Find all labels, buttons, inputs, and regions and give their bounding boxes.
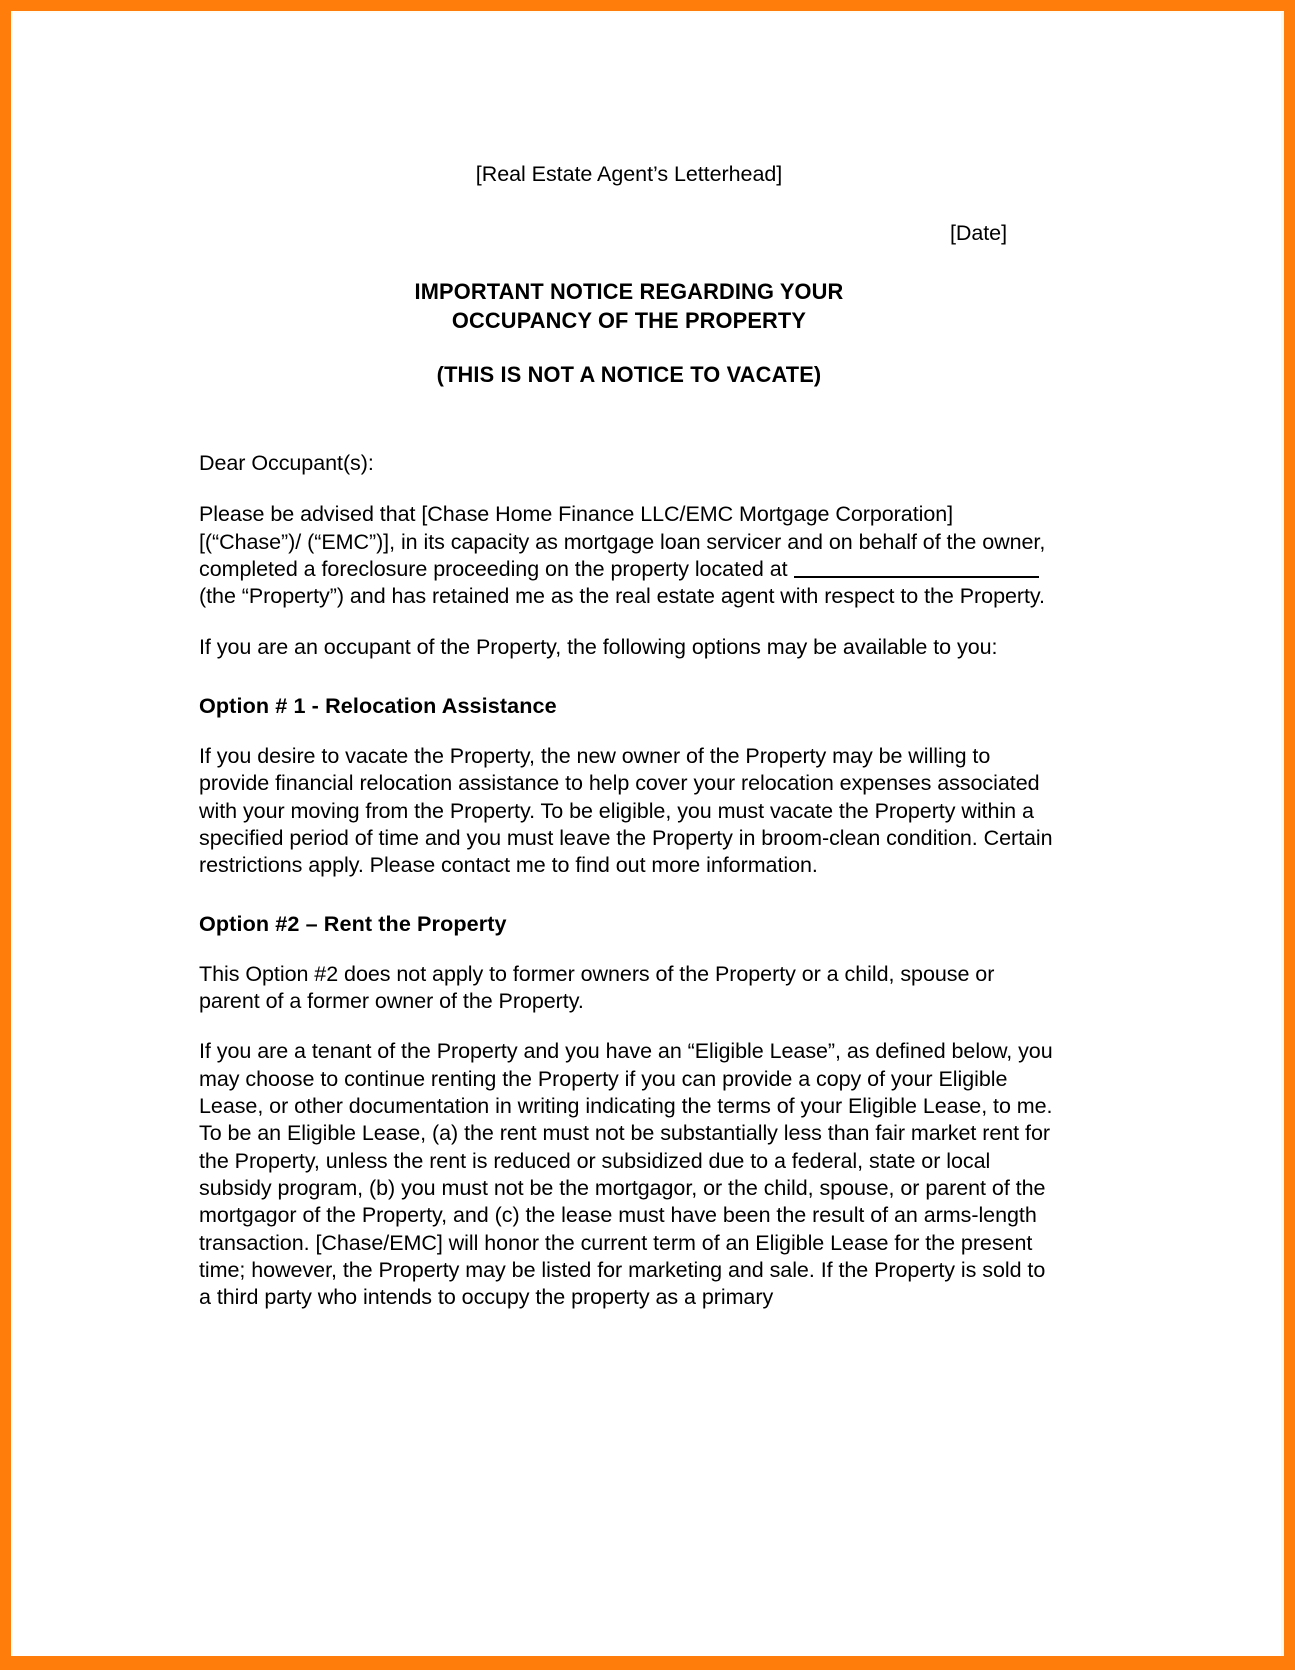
- intro-paragraph: [199, 501, 1059, 610]
- letterhead-placeholder: [Real Estate Agent’s Letterhead]: [475, 162, 783, 186]
- intro-paragraph-text-1: Please be advised that [Chase Home Finance LLC/EMC Mortgage Corporation] [(“Chase”)/ (“EMC”)], in its capacity as mortgage loan servicer and on behalf of the owner, completed a foreclosure proceeding on the property located at: [199, 502, 1046, 581]
- option-2-heading: Option #2 – Rent the Property: [199, 910, 507, 936]
- option-1-body: If you desire to vacate the Property, the new owner of the Property may be willing to provide financial relocation assistance to help cover your relocation expenses associated with your moving from the Property. To be eligible, you must vacate the Property within a specified period of time and you must leave the Property in broom-clean condition. Certain restrictions apply. Please contact me to find out more information.: [199, 744, 1053, 878]
- document-body: [199, 13, 1059, 1311]
- options-intro-paragraph: If you are an occupant of the Property, the following options may be available to you:: [199, 635, 998, 660]
- property-address-blank[interactable]: [794, 576, 1039, 578]
- date-placeholder: [Date]: [949, 221, 1007, 245]
- title-line-2: OCCUPANCY OF THE PROPERTY: [451, 308, 807, 333]
- option-2-body-second: If you are a tenant of the Property and you have an “Eligible Lease”, as defined below, you may choose to continue renting the Property if you can provide a copy of your Eligible Lease, or other documentation in writing indicating the terms of your Eligible Lease, to me. To be an Eligible Lease, (a) the rent must not be substantially less than fair market rent for the Property, unless the rent is reduced or subsidized due to a federal, state or local subsidy program, (b) you must not be the mortgagor, or the child, spouse, or parent of the mortgagor of the Property, and (c) the lease must have been the result of an arms-length transaction. [Chase/EMC] will honor the current term of an Eligible Lease for the present time; however, the Property may be listed for marketing and sale. If the Property is sold to a third party who intends to occupy the property as a primary: [199, 1039, 1053, 1310]
- salutation: Dear Occupant(s):: [199, 451, 374, 475]
- document-title: [199, 277, 1059, 335]
- option-1-heading: Option # 1 - Relocation Assistance: [199, 692, 557, 718]
- title-line-1: IMPORTANT NOTICE REGARDING YOUR: [414, 279, 844, 304]
- document-subtitle: (THIS IS NOT A NOTICE TO VACATE): [436, 362, 822, 387]
- option-2-body-first: This Option #2 does not apply to former owners of the Property or a child, spouse or parent of a former owner of the Property.: [199, 961, 995, 1014]
- intro-paragraph-text-2: (the “Property”) and has retained me as the real estate agent with respect to the Property.: [199, 584, 1045, 609]
- page-canvas: [11, 11, 1284, 1656]
